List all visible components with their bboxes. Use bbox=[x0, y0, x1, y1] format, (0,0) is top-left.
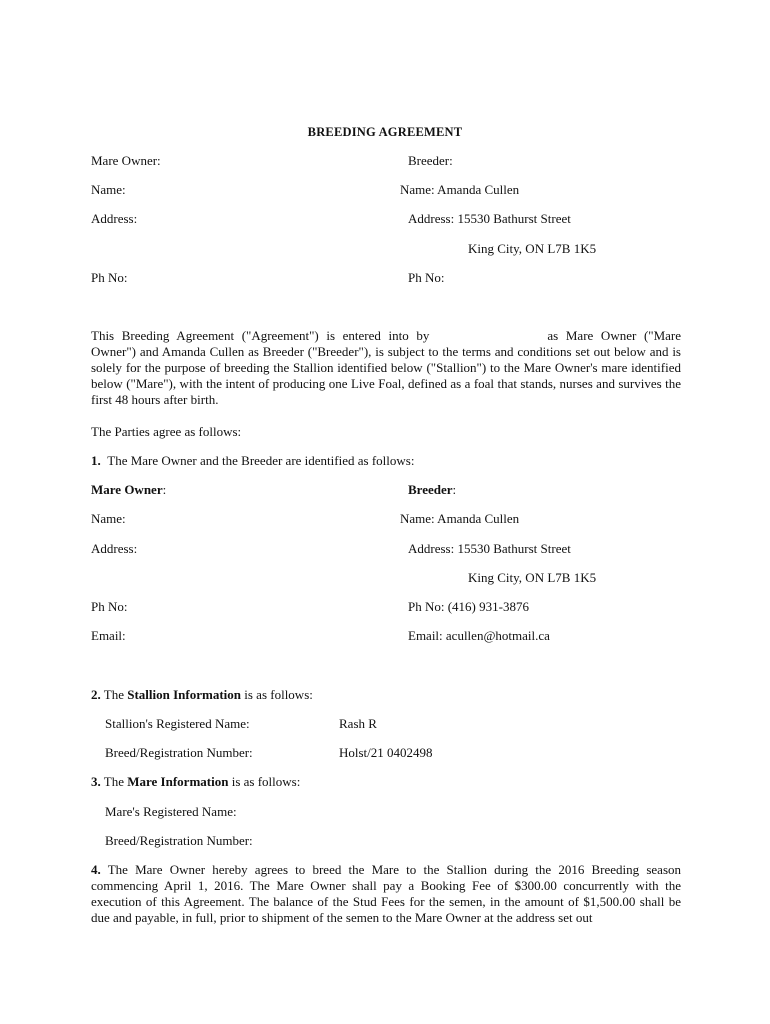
mare-owner-address-field: Address: bbox=[91, 211, 138, 226]
section-2-number: 2. bbox=[91, 687, 101, 702]
s1-breeder-phone-field: Ph No: (416) 931-3876 bbox=[408, 599, 529, 614]
stallion-name-value: Rash R bbox=[339, 716, 377, 731]
section-2-rest: is as follows: bbox=[244, 687, 313, 702]
s1-mare-owner-name-field: Name: bbox=[91, 511, 126, 526]
stallion-name-label: Stallion's Registered Name: bbox=[105, 716, 250, 731]
mare-owner-label: Mare Owner: bbox=[91, 153, 161, 168]
section-4-text: The Mare Owner hereby agrees to breed the Mare to the Stallion during the 2016 Breeding season commencing April 1, 2016. The Mare Owner shall pay a Booking Fee of $300.00 concurrently with the execution of this Agreement. The balance of the Stud Fees for the semen, in the amount of $1,500.00 shall be due and payable, in full, prior to shipment of the semen to the Mare Owner at the address set out bbox=[91, 862, 682, 925]
s1-colon-left: : bbox=[162, 482, 167, 497]
intro-paragraph bbox=[91, 328, 681, 408]
stallion-breed-label: Breed/Registration Number: bbox=[105, 745, 253, 760]
s1-mare-owner-address-field: Address: bbox=[91, 541, 138, 556]
s1-breeder-name-field: Name: Amanda Cullen bbox=[400, 511, 520, 526]
section-2-bold: Stallion Information bbox=[127, 687, 241, 702]
breeder-name-field: Name: Amanda Cullen bbox=[400, 182, 520, 197]
s1-breeder-email-field: Email: acullen@hotmail.ca bbox=[408, 628, 550, 643]
section-2-the: The bbox=[103, 687, 124, 702]
s1-mare-owner-label bbox=[91, 482, 166, 498]
section-3-heading bbox=[91, 774, 300, 790]
section-1-text: The Mare Owner and the Breeder are identified as follows: bbox=[107, 453, 415, 468]
section-3-number: 3. bbox=[91, 774, 101, 789]
s1-mare-owner-phone-field: Ph No: bbox=[91, 599, 128, 614]
s1-mare-owner-email-field: Email: bbox=[91, 628, 126, 643]
intro-part2: as Mare Owner ("Mare Owner") and Amanda Cullen as Breeder ("Breeder"), is subject to the terms and conditions set out below and is solely for the purpose of breeding the Stallion identified below ("Stallion") to the Mare Owner's mare identified below ("Mare"), with the intent of producing one Live Foal, defined as a foal that stands, nurses and survives the first 48 hours after birth. bbox=[91, 328, 682, 407]
section-4-number: 4. bbox=[91, 862, 101, 877]
breeder-address-field: Address: 15530 Bathurst Street bbox=[408, 211, 571, 226]
section-1-heading bbox=[91, 453, 414, 469]
breeder-phone-field: Ph No: bbox=[408, 270, 445, 285]
breeder-label: Breeder: bbox=[408, 153, 453, 168]
s1-breeder-bold: Breeder bbox=[408, 482, 453, 497]
section-3-the: The bbox=[103, 774, 124, 789]
parties-agree-line: The Parties agree as follows: bbox=[91, 424, 242, 439]
intro-part1: This Breeding Agreement ("Agreement") is entered into by bbox=[91, 328, 430, 343]
section-3-rest: is as follows: bbox=[231, 774, 301, 789]
section-2-heading bbox=[91, 687, 313, 703]
s1-breeder-label bbox=[408, 482, 456, 498]
s1-breeder-city-line: King City, ON L7B 1K5 bbox=[468, 570, 597, 585]
s1-colon-right: : bbox=[452, 482, 457, 497]
mare-breed-label: Breed/Registration Number: bbox=[105, 833, 253, 848]
mare-name-label: Mare's Registered Name: bbox=[105, 804, 237, 819]
breeder-city-line: King City, ON L7B 1K5 bbox=[468, 241, 597, 256]
stallion-breed-value: Holst/21 0402498 bbox=[339, 745, 433, 760]
document-title: BREEDING AGREEMENT bbox=[307, 125, 463, 139]
section-4-paragraph bbox=[91, 862, 681, 926]
s1-mare-owner-bold: Mare Owner bbox=[91, 482, 163, 497]
mare-owner-phone-field: Ph No: bbox=[91, 270, 128, 285]
mare-owner-name-field: Name: bbox=[91, 182, 126, 197]
s1-breeder-address-field: Address: 15530 Bathurst Street bbox=[408, 541, 571, 556]
section-3-bold: Mare Information bbox=[127, 774, 229, 789]
section-1-number: 1. bbox=[91, 453, 101, 468]
